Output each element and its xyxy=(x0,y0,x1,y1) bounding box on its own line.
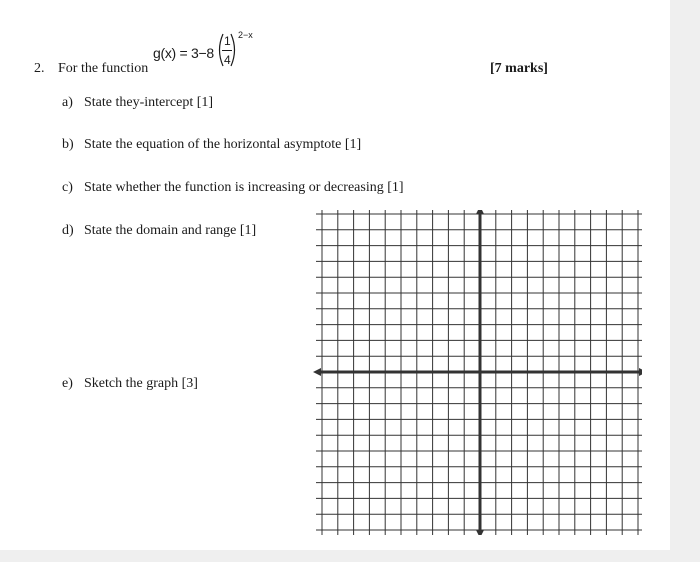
part-b-letter: b) xyxy=(62,137,74,152)
part-a-text: State they-intercept [1] xyxy=(84,95,214,110)
part-a-letter: a) xyxy=(62,95,73,110)
function-exponent: 2−x xyxy=(238,30,253,40)
part-e-letter: e) xyxy=(62,376,73,391)
part-d-letter: d) xyxy=(62,223,74,238)
fraction-denominator: 4 xyxy=(224,53,231,67)
function-expression xyxy=(0,0,700,90)
right-parenthesis xyxy=(230,33,238,67)
right-margin xyxy=(670,0,700,562)
part-b-text: State the equation of the horizontal asymptote [1] xyxy=(84,137,362,152)
y-axis-arrow-down xyxy=(476,530,484,535)
question-number: 2. xyxy=(34,61,45,76)
axes xyxy=(313,210,642,535)
x-axis-arrow-left xyxy=(313,368,321,376)
y-axis-arrow-up xyxy=(476,210,484,214)
part-e-text: Sketch the graph [3] xyxy=(84,376,198,391)
x-axis-arrow-right xyxy=(639,368,642,376)
question-marks: [7 marks] xyxy=(490,61,548,76)
function-lhs: g(x) = 3−8 xyxy=(153,45,214,61)
question-intro: For the function xyxy=(58,61,149,76)
part-c-text: State whether the function is increasing or decreasing [1] xyxy=(84,180,404,195)
fraction-numerator: 1 xyxy=(224,34,231,48)
coordinate-grid xyxy=(312,210,642,535)
part-d-text: State the domain and range [1] xyxy=(84,223,257,238)
part-c-letter: c) xyxy=(62,180,73,195)
bottom-margin xyxy=(0,550,700,562)
